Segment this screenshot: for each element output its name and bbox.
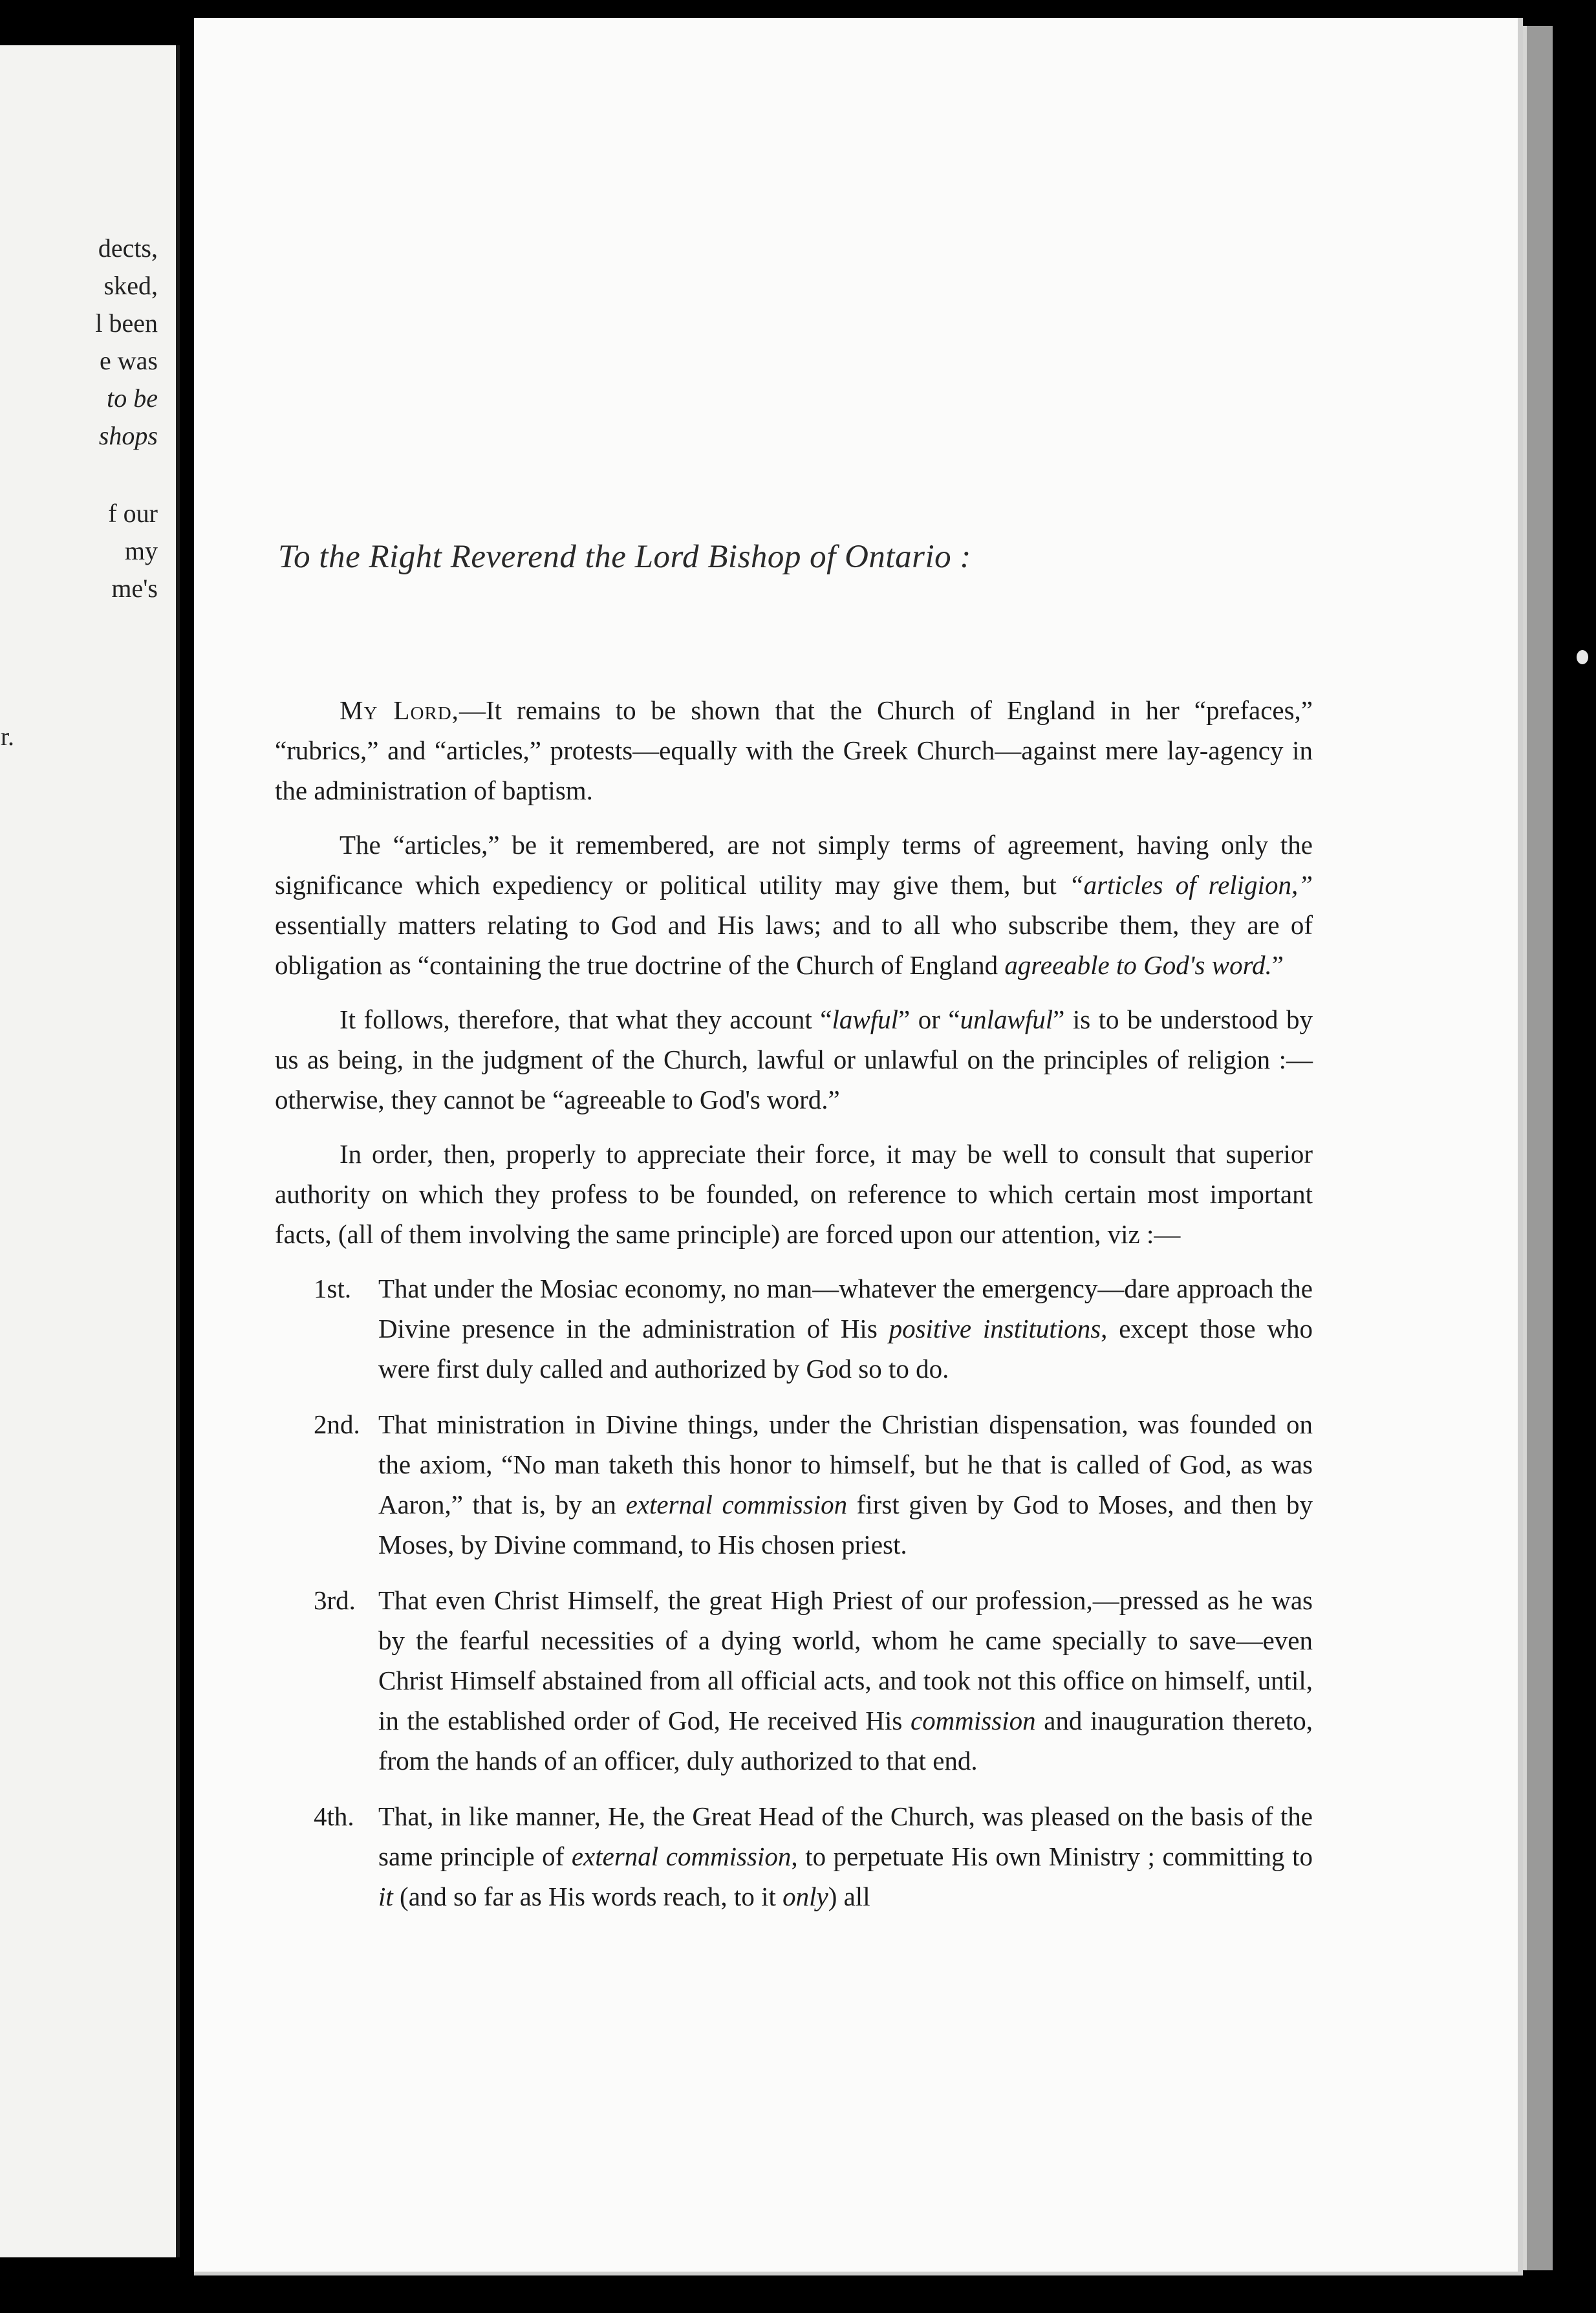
list-text: That ministration in Divine things, under the Christian dispensation, was founded on the axiom, “No man taketh this honor to himself, but he that is called of God, as was Aaron,” that is, by an external commission first given by God to Moses, and then by Moses, by Divine command, to His chosen priest. (378, 1409, 1313, 1559)
paragraph: In order, then, properly to appreciate their force, it may be well to consult that superior authority on which they profess to be founded, on reference to which certain most important facts, (all of them involving the same principle) are forced upon our attention, viz :— (275, 1139, 1313, 1249)
fragment-line: l been (95, 309, 158, 338)
paragraph: My Lord,—It remains to be shown that the Church of England in her “prefaces,” “rubrics,” and “articles,” protests—equally with the Greek Church—against mere lay-agency in the administration of baptism. (275, 695, 1313, 805)
address-heading: To the Right Reverend the Lord Bishop of Ontario : (278, 539, 971, 575)
list-item (314, 1404, 1313, 1565)
fragment-line: shops (98, 421, 158, 450)
fragment-line: to be (107, 384, 158, 413)
list-text: That under the Mosiac economy, no man—whatever the emergency—dare approach the Divine presence in the administration of His positive institutions, except those who were first duly called and authorized by God so to do. (378, 1274, 1313, 1384)
paragraph: It follows, therefore, that what they account “lawful” or “unlawful” is to be understood by us as being, in the judgment of the Church, lawful or unlawful on the principles of religion :—otherwise, they cannot be “agreeable to God's word.” (275, 1004, 1313, 1114)
salutation: My Lord, (340, 695, 459, 725)
fragment-line: f our (108, 499, 158, 528)
list-item (314, 1268, 1313, 1389)
list-number: 2nd. (314, 1409, 360, 1439)
fragment-line: my (124, 536, 158, 565)
fragment-line: me's (111, 574, 158, 603)
fragment-line: e was (100, 346, 158, 375)
list-item (314, 1796, 1313, 1917)
fragment-line: dects, (98, 233, 158, 263)
fragment-line: r. (0, 722, 14, 751)
facing-page-fragment (0, 45, 180, 2257)
paragraph: The “articles,” be it remembered, are not simply terms of agreement, having only the significance which expediency or political utility may give them, but “articles of religion,” essentially matters relating to God and His laws; and to all who subscribe them, they are of obligation as “containing the true doctrine of the Church of England agreeable to God's word.” (275, 830, 1313, 980)
page-content (275, 537, 1313, 1932)
fragment-line: sked, (103, 271, 158, 300)
scan-speck (1577, 650, 1588, 664)
list-text: That, in like manner, He, the Great Head of the Church, was pleased on the basis of the same principle of external commission, to perpetuate His own Ministry ; committing to it (and so far as His words reach, to it only) all (378, 1801, 1313, 1911)
list-number: 1st. (314, 1274, 352, 1303)
list-text: That even Christ Himself, the great High Priest of our profession,—pressed as he was by the fearful necessities of a dying world, whom he came specially to save—even Christ Himself abstained from all official acts, and took not this office on himself, until, in the established order of God, He received His commission and inauguration thereto, from the hands of an officer, duly authorized to that end. (378, 1585, 1313, 1775)
list-item (314, 1580, 1313, 1781)
list-number: 3rd. (314, 1585, 356, 1615)
list-number: 4th. (314, 1801, 354, 1831)
page-edge (1523, 26, 1553, 2270)
